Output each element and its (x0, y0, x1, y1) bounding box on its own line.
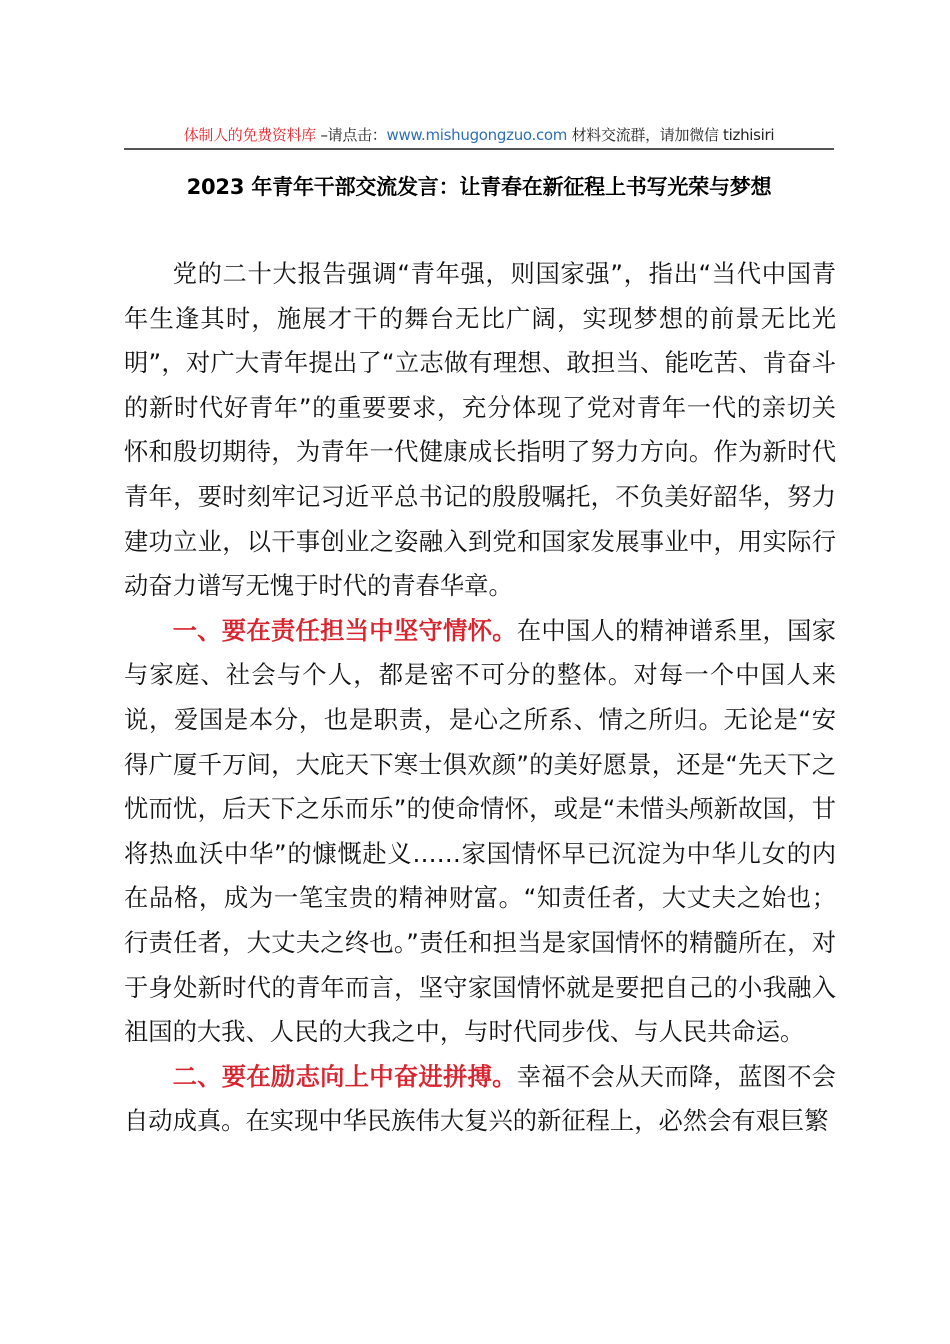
section-heading-2: 二、要在励志向上中奋进拼搏。 (172, 1061, 517, 1091)
header-brand: 体制人的免费资料库 (183, 126, 317, 144)
paragraph-text: 在中国人的精神谱系里，国家与家庭、社会与个人，都是密不可分的整体。对每一个中国人来说，爱国是本分，也是职责，是心之所系、情之所归。无论是“安得广厦千万间，大庇天下寒士俱欢颜”的美好愿景，还是“先天下之忧而忧，后天下之乐而乐”的使命情怀，或是“未惜头颅新故国，甘将热血沃中华”的慷慨赴义……家国情怀早已沉淀为中华儿女的内在品格，成为一笔宝贵的精神财富。“知责任者，大丈夫之始也；行责任者，大丈夫之终也。”责任和担当是家国情怀的精髓所在，对于身处新时代的青年而言，坚守家国情怀就是要把自己的小我融入祖国的大我、人民的大我之中，与时代同步伐、与人民共命运。 (124, 615, 837, 1047)
document-title: 2023 年青年干部交流发言：让青春在新征程上书写光荣与梦想 (186, 175, 772, 199)
header-divider (124, 148, 834, 150)
header-link[interactable]: www.mishugongzuo.com (386, 126, 568, 144)
paragraph-section-2 (124, 1055, 836, 1144)
page-header (124, 124, 834, 150)
section-heading-1: 一、要在责任担当中坚守情怀。 (172, 615, 517, 645)
paragraph-section-1 (124, 609, 836, 1055)
paragraph-intro (124, 252, 836, 609)
header-contact: 材料交流群，请加微信 tizhisiri (567, 126, 775, 144)
paragraph-text: 党的二十大报告强调“青年强，则国家强”，指出“当代中国青年生逢其时，施展才干的舞台无比广阔，实现梦想的前景无比光明”，对广大青年提出了“立志做有理想、敢担当、能吃苦、肯奋斗的新时代好青年”的重要要求，充分体现了党对青年一代的亲切关怀和殷切期待，为青年一代健康成长指明了努力方向。作为新时代青年，要时刻牢记习近平总书记的殷殷嘱托，不负美好韶华，努力建功立业，以干事创业之姿融入到党和国家发展事业中，用实际行动奋力谱写无愧于时代的青春华章。 (124, 259, 836, 601)
document-body (124, 252, 836, 1144)
header-separator: –请点击： (316, 126, 387, 144)
paragraph-text: 幸福不会从天而降，蓝图不会自动成真。在实现中华民族伟大复兴的新征程上，必然会有艰巨繁 (124, 1061, 837, 1136)
